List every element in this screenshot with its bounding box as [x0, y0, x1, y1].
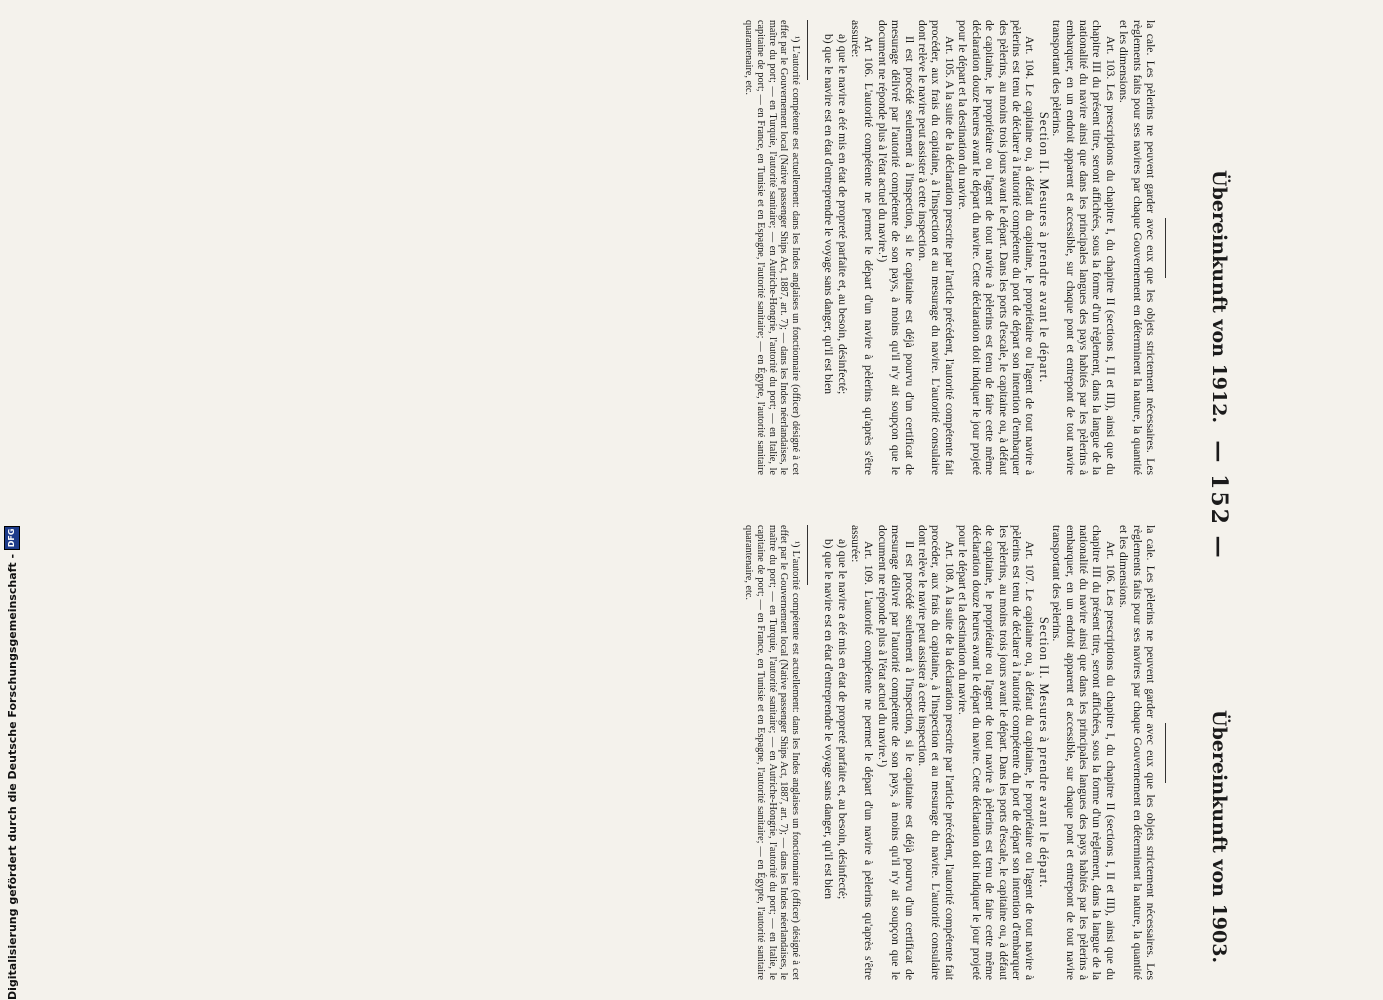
page-number: — 152 — — [1206, 440, 1232, 560]
paragraph: Art. 109. L'autorité compétente ne permet le départ d'un navire à pèlerins qu'après s'être assurée: — [849, 525, 876, 980]
credit-text: Digitalisierung gefördert durch die Deutsche Forschungsgemeinschaft - — [5, 553, 19, 1000]
paragraph: Art. 105. A la suite de la déclaration prescrite par l'article précédent, l'autorité compétente fait procéder, aux frais du capitaine, à l'inspection et au mesurage du navire. L'autorité consulaire dont relève le navire peut assister à cette inspection. — [916, 20, 956, 475]
paragraph: Art. 108. A la suite de la déclaration prescrite par l'article précédent, l'autorité compétente fait procéder, aux frais du capitaine, à l'inspection et au mesurage du navire. L'autorité consulaire dont relève le navire peut assister à cette inspection. — [916, 525, 956, 980]
column-1903 — [142, 525, 1172, 980]
heading-rule — [1165, 218, 1166, 278]
list-item: a) que le navire a été mis en état de propreté parfaite et, au besoin, désinfecté; — [835, 34, 849, 395]
rotated-content — [142, 20, 1232, 980]
paragraph: Art. 104. Le capitaine ou, à défaut du capitaine, le propriétaire ou l'agent de tout navire à pèlerins est tenu de déclarer à l'autorité compétente du port de départ son intention d'embarquer des pèlerins, au moins trois jours avant le départ. Dans les ports d'escale, le capitaine ou, à défaut de capitaine, le propriétaire ou l'agent de tout navire à pèlerins est tenu de faire cette même déclaration douze heures avant le départ du navire. Cette déclaration doit indiquer le jour projeté pour le départ et la destination du navire. — [956, 20, 1037, 475]
section-heading: Section II. Mesures à prendre avant le départ. — [1036, 616, 1051, 889]
footnote: ¹) L'autorité compétente est actuellement: dans les Indes anglaises un fonctionnaire (officer) désigné à cet effet par le Gouvernement local (Native passenger Ships Act, 1887, art. 7); — dans les Indes néerlandaises, le maître du port; — en Turquie, l'autorité sanitaire; — en Autriche-Hongrie, l'autorité du port; — en Italie, le capitaine de port; — en France, en Tunisie et en Espagne, l'autorité sanitaire; — en Égypte, l'autorité sanitaire quarantenaire, etc. — [743, 20, 801, 475]
heading-1903: Übereinkunft von 1903. — [1208, 710, 1230, 964]
paragraph: Art. 103. Les prescriptions du chapitre I, du chapitre II (sections I, II et III), ainsi que du chapitre III du présent titre, seront affichées, sous la forme d'un règlement, dans la langue de la nationalité du navire ainsi que dans les principales langues des pays habités par les pèlerins à embarquer, en un endroit apparent et accessible, sur chaque pont et entrepont de tout navire transportant des pèlerins. — [1050, 20, 1117, 475]
footnote: ¹) L'autorité compétente est actuellement: dans les Indes anglaises un fonctionnaire (officer) désigné à cet effet par le Gouvernement local (Native passenger Ships Act, 1887, art. 7); — dans les Indes néerlandaises, le maître du port; — en Turquie, l'autorité sanitaire; — en Autriche-Hongrie, l'autorité du port; — en Italie, le capitaine de port; — en France, en Tunisie et en Espagne, l'autorité sanitaire; — en Égypte, l'autorité sanitaire quarantenaire, etc. — [743, 525, 801, 980]
paragraph: Il est procédé seulement à l'inspection, si le capitaine est déjà pourvu d'un certificat de mesurage délivré par l'autorité compétente de son pays, à moins qu'il n'y ait soupçon que le document ne réponde plus à l'état actuel du navire.¹) — [875, 20, 916, 475]
footnote-rule — [807, 20, 808, 80]
section-heading: Section II. Mesures à prendre avant le départ. — [1036, 111, 1051, 384]
list-item: a) que le navire a été mis en état de propreté parfaite et, au besoin, désinfecté; — [835, 539, 849, 900]
column-1912 — [142, 20, 1172, 475]
heading-rule — [1165, 723, 1166, 783]
digitization-credit — [4, 526, 20, 1000]
footnote-rule — [807, 525, 808, 585]
list-item: b) que le navire est en état d'entreprendre le voyage sans danger, qu'il est bien — [822, 34, 836, 395]
paragraph: la cale. Les pèlerins ne peuvent garder avec eux que les objets strictement nécessaires. Les règlements faits pour ses navires par chaque Gouvernement en déterminent la nature, la quantité et les dimensions. — [1117, 20, 1157, 475]
dfg-logo: DFG — [4, 526, 20, 550]
list-item: b) que le navire est en état d'entreprendre le voyage sans danger, qu'il est bien — [822, 539, 836, 900]
paragraph: la cale. Les pèlerins ne peuvent garder avec eux que les objets strictement nécessaires. Les règlements faits pour ses navires par chaque Gouvernement en déterminent la nature, la quantité et les dimensions. — [1117, 525, 1157, 980]
paragraph: Art 106. L'autorité compétente ne permet le départ d'un navire à pèlerins qu'après s'être assurée: — [849, 20, 876, 475]
heading-1912: Übereinkunft von 1912. — [1208, 170, 1230, 424]
paragraph: Art. 106. Les prescriptions du chapitre I, du chapitre II (sections I, II et III), ainsi que du chapitre III du présent titre, seront affichées, sous la forme d'un règlement, dans la langue de la nationalité du navire ainsi que dans les principales langues des pays habités par les pèlerins à embarquer, en un endroit apparent et accessible, sur chaque pont et entrepont de tout navire transportant des pèlerins. — [1050, 525, 1117, 980]
paragraph: Art. 107. Le capitaine ou, à défaut du capitaine, le propriétaire ou l'agent de tout navire à pèlerins est tenu de déclarer à l'autorité compétente du port de départ son intention d'embarquer les pèlerins, au moins trois jours avant le départ. Dans les ports d'escale, le capitaine ou, à défaut de capitaine, le propriétaire ou l'agent de tout navire à pèlerins est tenu de faire cette même déclaration douze heures avant le départ du navire. Cette déclaration doit indiquer le jour projeté pour le départ et la destination du navire. — [956, 525, 1037, 980]
paragraph: Il est procédé seulement à l'inspection, si le capitaine est déjà pourvu d'un certificat de mesurage délivré par l'autorité compétente de son pays, à moins qu'il n'y ait soupçon que le document ne réponde plus à l'état actuel du navire.¹) — [875, 525, 916, 980]
